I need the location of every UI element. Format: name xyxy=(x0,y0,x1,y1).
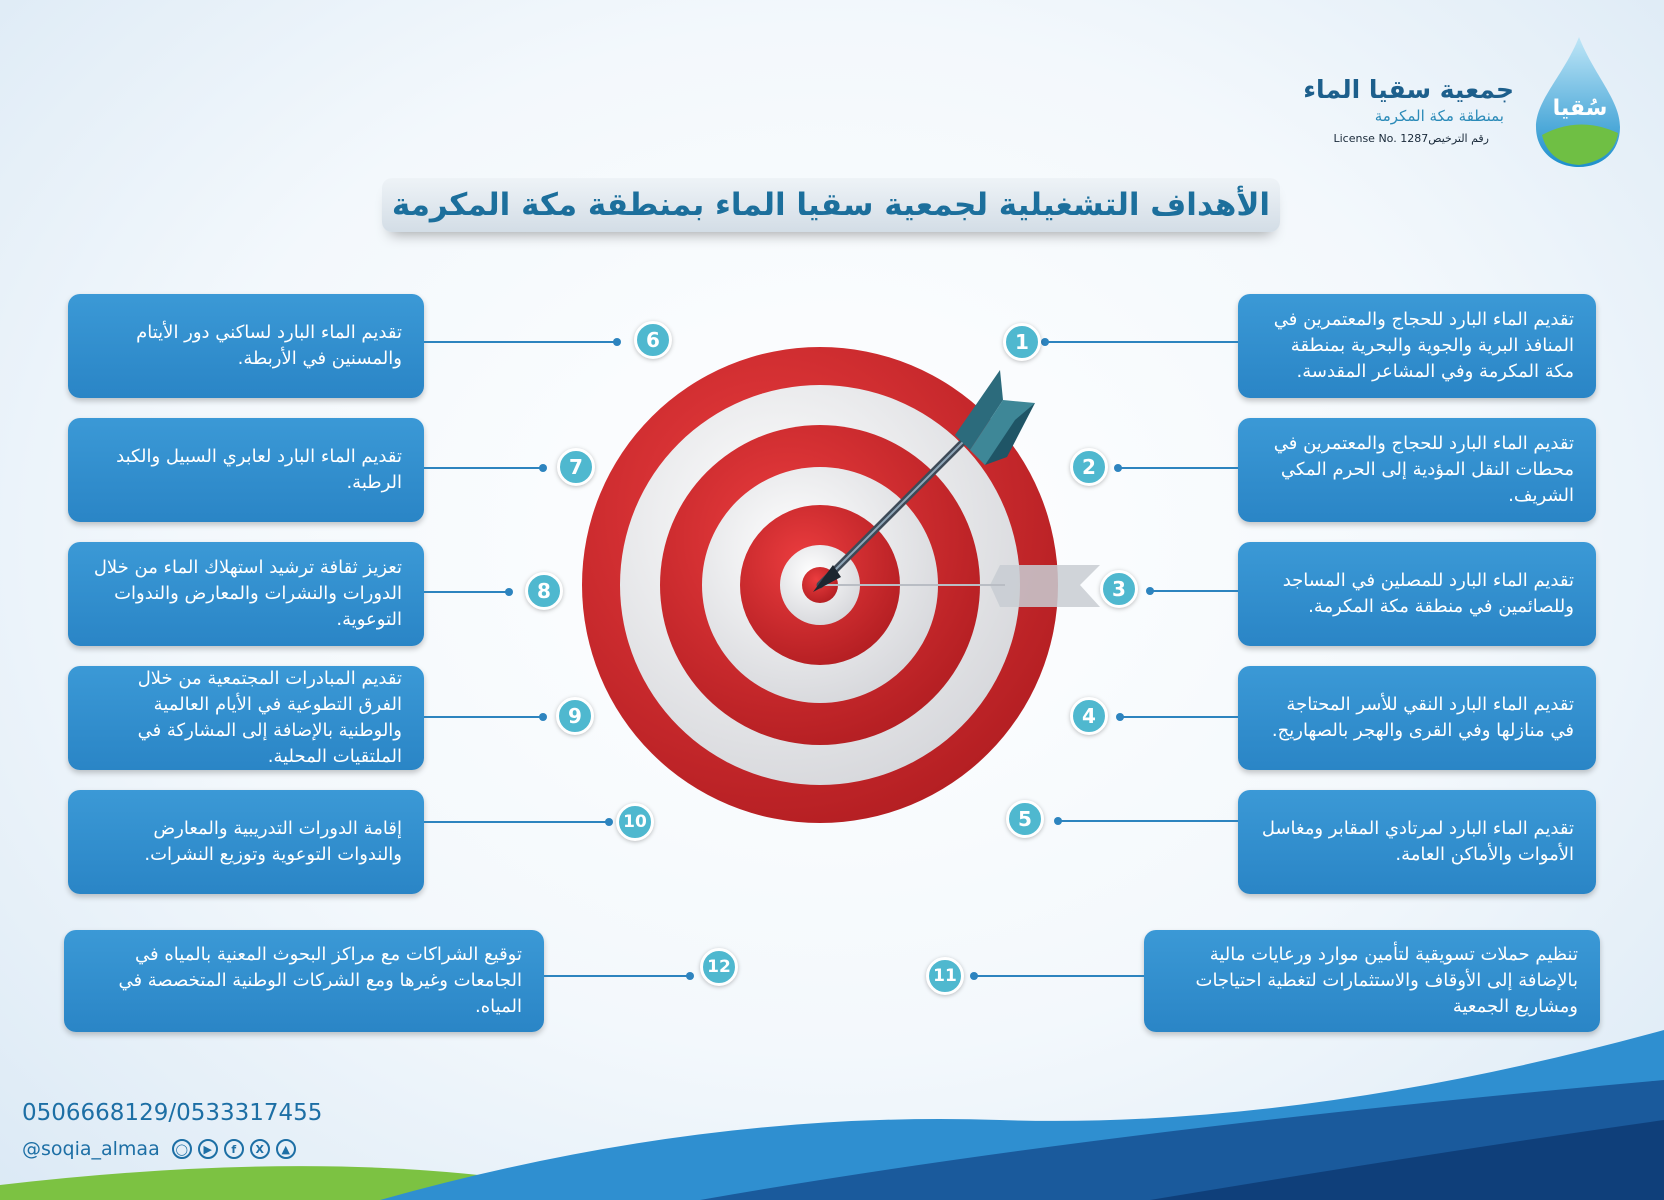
goal-text-7: تقديم الماء البارد لعابري السبيل والكبد الرطبة. xyxy=(116,446,402,493)
x-icon: X xyxy=(250,1139,270,1159)
goal-text-5: تقديم الماء البارد لمرتادي المقابر ومغاسل الأموات والأماكن العامة. xyxy=(1261,818,1574,865)
connector-dot-2 xyxy=(1114,464,1122,472)
goal-text-1: تقديم الماء البارد للحجاج والمعتمرين في المنافذ البرية والجوية والبحرية بمنطقة مكة المكرمة وفي المشاعر المقدسة. xyxy=(1273,309,1574,382)
connector-dot-5 xyxy=(1054,817,1062,825)
goal-text-4: تقديم الماء البارد النقي للأسر المحتاجة في منازلها وفي القرى والهجر بالصهاريج. xyxy=(1271,694,1574,741)
connector-dot-6 xyxy=(613,338,621,346)
goal-box-8 xyxy=(68,542,424,646)
goal-text-11: تنظيم حملات تسويقية لتأمين موارد ورعايات مالية بالإضافة إلى الأوقاف والاستثمارات لتغطية احتياجات ومشاريع الجمعية xyxy=(1195,944,1578,1017)
goal-box-3 xyxy=(1238,542,1596,646)
connector-line-2 xyxy=(1118,467,1238,469)
connector-line-3 xyxy=(1150,590,1238,592)
goal-text-3: تقديم الماء البارد للمصلين في المساجد وللصائمين في منطقة مكة المكرمة. xyxy=(1282,570,1574,617)
contact-phones: 0506668129/0533317455 xyxy=(22,1100,323,1126)
target-icon xyxy=(575,345,1105,825)
organization-logo xyxy=(1303,35,1624,170)
connector-dot-10 xyxy=(605,818,613,826)
connector-dot-1 xyxy=(1041,338,1049,346)
connector-line-11 xyxy=(974,975,1144,977)
connector-line-8 xyxy=(424,591,508,593)
goal-box-10 xyxy=(68,790,424,894)
water-drop-icon xyxy=(1524,35,1624,170)
goal-text-12: توقيع الشراكات مع مراكز البحوث المعنية بالمياه في الجامعات وغيرها ومع الشركات الوطنية المتخصصة في المياه. xyxy=(118,944,522,1017)
connector-dot-4 xyxy=(1116,713,1124,721)
connector-line-6 xyxy=(424,341,616,343)
goal-number-6: 6 xyxy=(634,321,672,359)
connector-line-10 xyxy=(424,821,608,823)
organization-region: بمنطقة مكة المكرمة xyxy=(1374,107,1504,125)
goal-number-7: 7 xyxy=(557,448,595,486)
goal-number-11: 11 xyxy=(926,957,964,995)
goal-text-6: تقديم الماء البارد لساكني دور الأيتام والمسنين في الأربطة. xyxy=(136,322,402,369)
youtube-icon: ▶ xyxy=(198,1139,218,1159)
goal-text-9: تقديم المبادرات المجتمعية من خلال الفرق التطوعية في الأيام العالمية والوطنية بالإضافة إلى المشاركة في الملتقيات المحلية. xyxy=(137,668,402,767)
goal-number-12: 12 xyxy=(700,948,738,986)
goal-number-10: 10 xyxy=(616,803,654,841)
connector-dot-7 xyxy=(539,464,547,472)
goal-box-11 xyxy=(1144,930,1600,1032)
connector-line-5 xyxy=(1058,820,1238,822)
connector-line-1 xyxy=(1045,341,1238,343)
connector-dot-8 xyxy=(505,588,513,596)
logo-drop-text: سُقيا xyxy=(1552,96,1608,121)
goal-number-2: 2 xyxy=(1070,448,1108,486)
goal-box-7 xyxy=(68,418,424,522)
goal-number-1: 1 xyxy=(1003,323,1041,361)
connector-line-4 xyxy=(1120,716,1238,718)
goal-box-4 xyxy=(1238,666,1596,770)
connector-dot-12 xyxy=(686,972,694,980)
license-number: License No. 1287رقم الترخيص xyxy=(1333,132,1489,145)
goal-text-10: إقامة الدورات التدريبية والمعارض والندوات التوعوية وتوزيع النشرات. xyxy=(144,818,402,865)
connector-line-7 xyxy=(424,467,542,469)
goal-number-9: 9 xyxy=(556,697,594,735)
connector-line-12 xyxy=(544,975,690,977)
connector-dot-9 xyxy=(539,713,547,721)
social-row xyxy=(22,1138,296,1160)
goal-box-1 xyxy=(1238,294,1596,398)
goal-number-4: 4 xyxy=(1070,697,1108,735)
goal-text-2: تقديم الماء البارد للحجاج والمعتمرين في محطات النقل المؤدية إلى الحرم المكي الشريف. xyxy=(1273,433,1574,506)
page-title: الأهداف التشغيلية لجمعية سقيا الماء بمنطقة مكة المكرمة xyxy=(391,187,1271,223)
goal-box-5 xyxy=(1238,790,1596,894)
connector-dot-11 xyxy=(970,972,978,980)
goal-number-3: 3 xyxy=(1100,570,1138,608)
organization-name: جمعية سقيا الماء xyxy=(1303,75,1514,104)
goal-box-6 xyxy=(68,294,424,398)
goal-number-8: 8 xyxy=(525,572,563,610)
goal-box-2 xyxy=(1238,418,1596,522)
instagram-icon: ◯ xyxy=(172,1139,192,1159)
goal-number-5: 5 xyxy=(1006,800,1044,838)
goal-text-8: تعزيز ثقافة ترشيد استهلاك الماء من خلال الدورات والنشرات والمعارض والندوات التوعوية. xyxy=(93,557,402,630)
snapchat-icon: ▲ xyxy=(276,1139,296,1159)
goal-box-9 xyxy=(68,666,424,770)
title-banner xyxy=(382,178,1280,232)
social-handle: @soqia_almaa xyxy=(22,1138,160,1160)
connector-dot-3 xyxy=(1146,587,1154,595)
goal-box-12 xyxy=(64,930,544,1032)
connector-line-9 xyxy=(424,716,542,718)
facebook-icon: f xyxy=(224,1139,244,1159)
